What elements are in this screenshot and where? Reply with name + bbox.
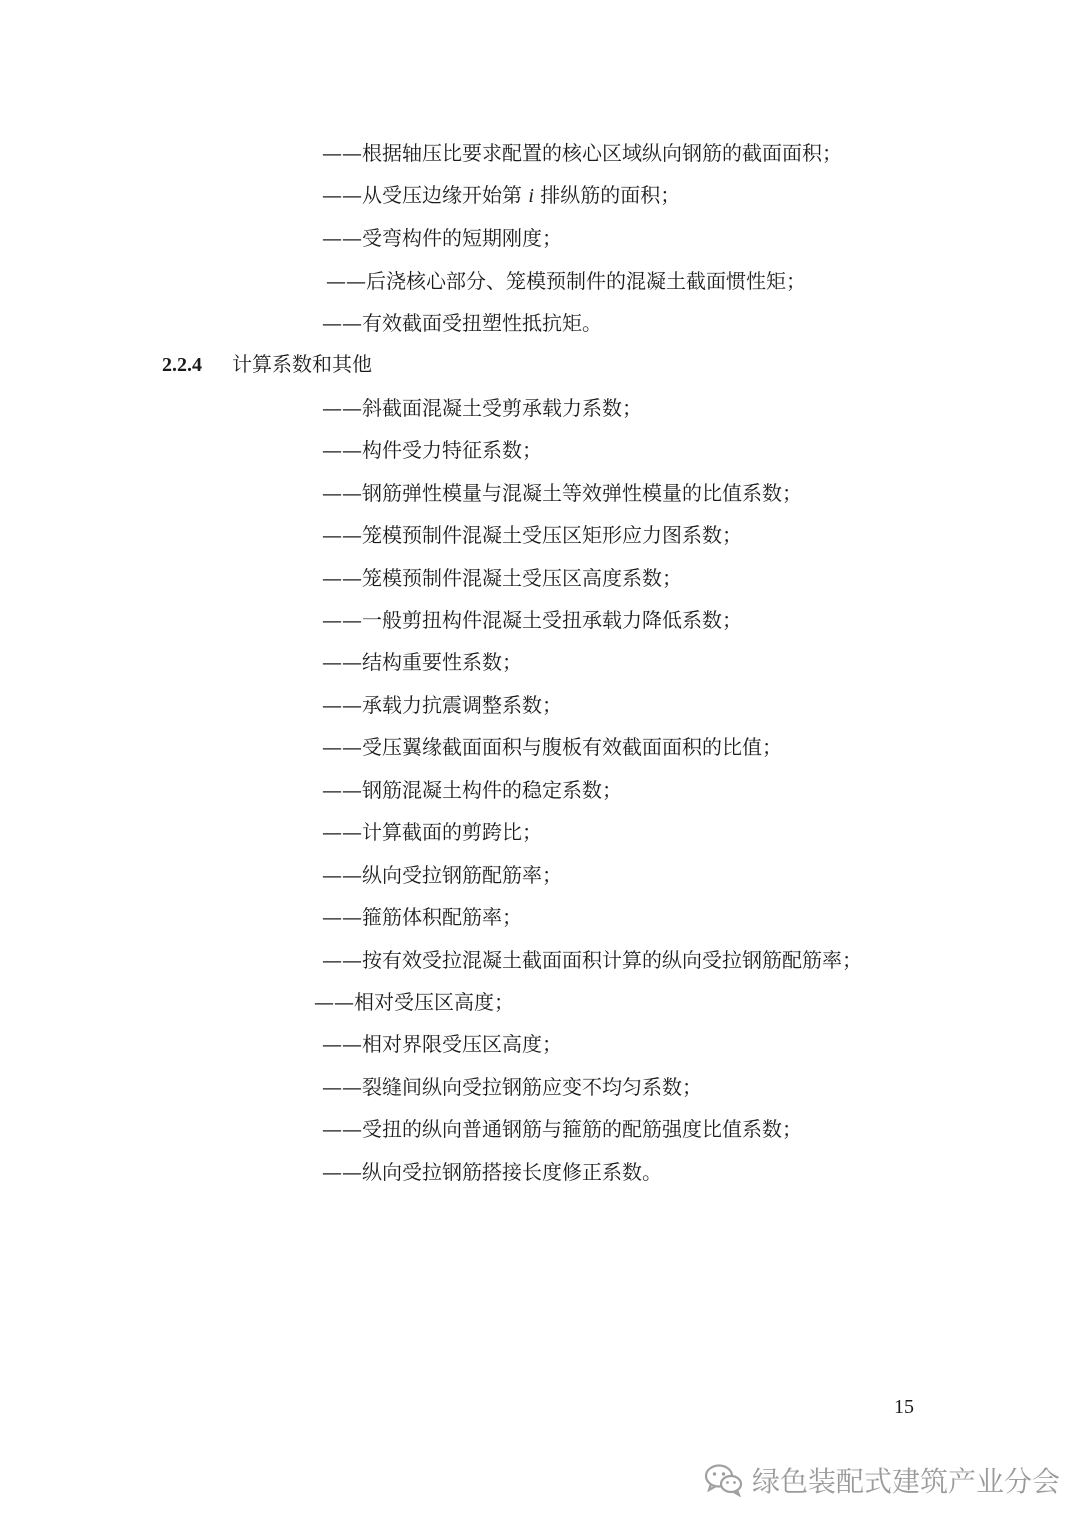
section-number: 2.2.4 (162, 354, 202, 376)
section-heading (162, 350, 372, 379)
wechat-icon (704, 1463, 744, 1504)
document-page: ——根据轴压比要求配置的核心区域纵向钢筋的截面面积； ——从受压边缘开始第 i 排纵筋的面积； ——受弯构件的短期刚度； ——后浇核心部分、笼模预制件的混凝土截面惯性矩； ——有效截面受扭塑性抵抗矩。 2.2.4 计算系数和其他 ——斜截面混凝土受剪承载力系数； ——构件受力特征系数； ——钢筋弹性模量与混凝土等效弹性模量的比值系数； ——笼模预制件混凝土受压区矩形应力图系数； ——笼模预制件混凝土受压区高度系数； ——一般剪扭构件混凝土受扭承载力降低系数； ——结构重要性系数； ——承载力抗震调整系数； ——受压翼缘截面面积与腹板有效截面面积的比值； ——钢筋混凝土构件的稳定系数； ——计算截面的剪跨比； ——纵向受拉钢筋配筋率； ——箍筋体积配筋率； ——按有效受拉混凝土截面面积计算的纵向受拉钢筋配筋率； ——相对受压区高度； ——相对界限受压区高度； ——裂缝间纵向受拉钢筋应变不均匀系数； ——受扭的纵向普通钢筋与箍筋的配筋强度比值系数； ——纵向受拉钢筋搭接长度修正系数。 15 绿色装配式建筑产业分会 (0, 0, 1080, 1527)
watermark (704, 1460, 1060, 1504)
page-number: 15 (894, 1396, 914, 1418)
watermark-text: 绿色装配式建筑产业分会 (752, 1465, 1061, 1498)
section-title: 计算系数和其他 (232, 352, 372, 376)
